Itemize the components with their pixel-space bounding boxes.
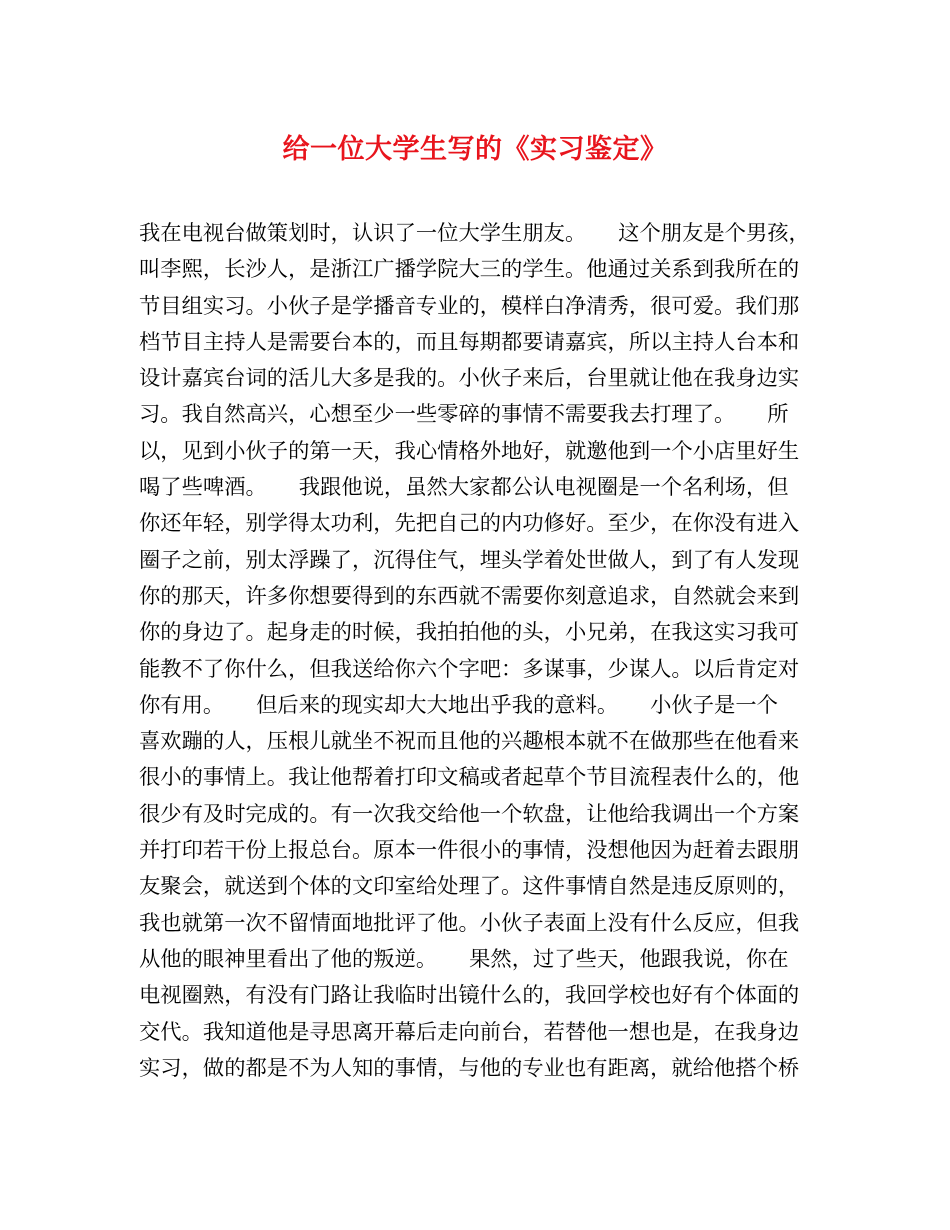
document-body xyxy=(139,216,829,1087)
body-line: 喜欢蹦的人，压根儿就坐不祝而且他的兴趣根本就不在做那些在他看来 xyxy=(139,729,800,755)
body-line: 从他的眼神里看出了他的叛逆。 果然，过了些天，他跟我说，你在 xyxy=(139,946,789,972)
body-line: 并打印若干份上报总台。原本一件很小的事情，没想他因为赶着去跟朋 xyxy=(139,838,800,864)
body-line: 我在电视台做策划时，认识了一位大学生朋友。 这个朋友是个男孩， xyxy=(139,221,810,246)
body-line: 喝了些啤酒。 我跟他说，虽然大家都公认电视圈是一个名利场，但 xyxy=(139,475,789,501)
body-line: 习。我自然高兴，心想至少一些零碎的事情不需要我去打理了。 所 xyxy=(139,402,789,428)
body-line: 电视圈熟，有没有门路让我临时出镜什么的，我回学校也好有个体面的 xyxy=(139,983,800,1009)
body-line: 你的那天，许多你想要得到的东西就不需要你刻意追求，自然就会来到 xyxy=(139,583,800,609)
body-line: 设计嘉宾台词的活儿大多是我的。小伙子来后，台里就让他在我身边实 xyxy=(139,366,800,392)
body-line: 友聚会，就送到个体的文印室给处理了。这件事情自然是违反原则的， xyxy=(139,874,800,900)
body-line: 你的身边了。起身走的时候，我拍拍他的头，小兄弟，在我这实习我可 xyxy=(139,620,800,646)
body-line: 很小的事情上。我让他帮着打印文稿或者起草个节目流程表什么的，他 xyxy=(139,765,800,791)
body-line: 交代。我知道他是寻思离开幕后走向前台，若替他一想也是，在我身边 xyxy=(139,1019,800,1045)
body-line: 你还年轻，别学得太功利，先把自己的内功修好。至少，在你没有进入 xyxy=(139,511,800,537)
body-line: 以，见到小伙子的第一天，我心情格外地好，就邀他到一个小店里好生 xyxy=(139,438,800,464)
body-line: 节目组实习。小伙子是学播音专业的，模样白净清秀，很可爱。我们那 xyxy=(139,293,800,319)
body-line: 你有用。 但后来的现实却大大地出乎我的意料。 小伙子是一个 xyxy=(139,692,778,718)
body-line: 档节目主持人是需要台本的，而且每期都要请嘉宾，所以主持人台本和 xyxy=(139,329,800,355)
body-line: 叫李熙，长沙人，是浙江广播学院大三的学生。他通过关系到我所在的 xyxy=(139,257,800,283)
body-line: 实习，做的都是不为人知的事情，与他的专业也有距离，就给他搭个桥 xyxy=(139,1055,800,1081)
body-line: 能教不了你什么，但我送给你六个字吧：多谋事，少谋人。以后肯定对 xyxy=(139,656,800,682)
body-line: 圈子之前，别太浮躁了，沉得住气，埋头学着处世做人，到了有人发现 xyxy=(139,547,800,573)
body-line: 我也就第一次不留情面地批评了他。小伙子表面上没有什么反应，但我 xyxy=(139,910,800,936)
document-title: 给一位大学生写的《实习鉴定》 xyxy=(282,134,668,165)
body-line: 很少有及时完成的。有一次我交给他一个软盘，让他给我调出一个方案 xyxy=(139,801,800,827)
